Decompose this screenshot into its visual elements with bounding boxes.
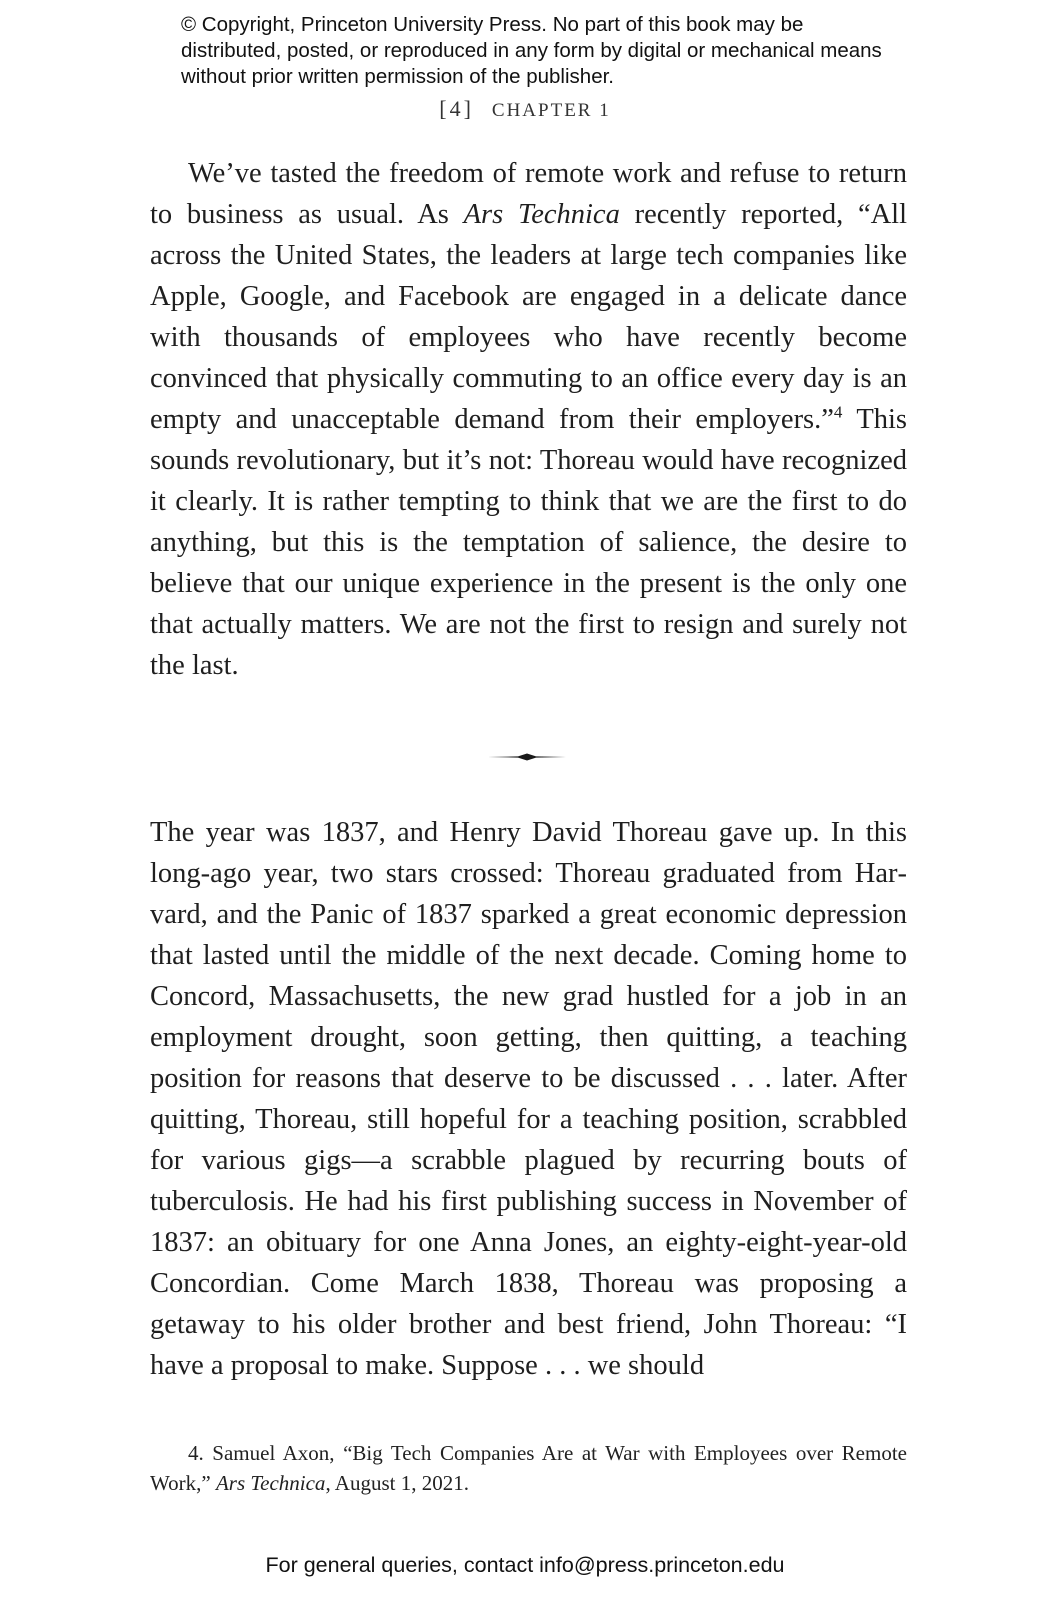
paragraph-1-segment-2: recently reported, “All across the United States, the leaders at large tech companies like Apple, Google, and Facebook are engaged in a delicate dance with thousands of employees who have recently become convinced that physically commuting to an office every day is an empty and unacceptable demand from their employers.” bbox=[150, 199, 908, 435]
paragraph-1-text bbox=[150, 153, 907, 686]
footnote-segment-2: , August 1, 2021. bbox=[325, 1471, 469, 1495]
paragraph-1-segment-3: This sounds revolutionary, but it’s not: Thoreau would have recognized it clearly. It is rather tempting to think that we are the first to do anything, but this is the temptation of salience, the desire to believe that our unique experience in the present is the only one that actually matters. We are not the first to resign and surely not the last. bbox=[150, 404, 907, 681]
page-number: [4] bbox=[439, 96, 474, 121]
body-paragraph-1 bbox=[150, 153, 907, 686]
footnote-segment-1: 4. Samuel Axon, “Big Tech Companies Are at War with Employees over Remote Work,” bbox=[150, 1441, 907, 1495]
running-head bbox=[0, 96, 1050, 122]
footer-contact: For general queries, contact info@press.princeton.edu bbox=[265, 1553, 785, 1577]
body-paragraph-2 bbox=[150, 812, 907, 1386]
paragraph-1-segment-1: We’ve tasted the freedom of remote work and refuse to return to business as usual. As bbox=[150, 158, 907, 230]
paragraph-2-text: The year was 1837, and Henry David Thoreau gave up. In this long-ago year, two stars crossed: Thoreau graduated from Harvard, and the Panic of 1837 sparked a great economic depression that lasted until the middle of the next decade. Coming home to Concord, Massachusetts, the new grad hustled for a job in an employment drought, soon getting, then quitting, a teaching position for reasons that deserve to be discussed . . . later. After quitting, Thoreau, still hopeful for a teaching position, scrabbled for various gigs—a scrabble plagued by recurring bouts of tuberculosis. He had his first publishing success in November of 1837: an obituary for one Anna Jones, an eighty-eight-year-old Concordian. Come March 1838, Thoreau was proposing a getaway to his older brother and best friend, John Thoreau: “I have a proposal to make. Suppose . . . we should bbox=[150, 817, 907, 1381]
footnote-publication-italic: Ars Technica bbox=[215, 1471, 326, 1495]
copyright-notice: © Copyright, Princeton University Press. No part of this book may be distributed, posted, or reproduced in any form by digital or mechanical means without prior written permission of the publisher. bbox=[181, 13, 882, 88]
chapter-label: CHAPTER 1 bbox=[491, 100, 611, 121]
publication-title-italic: Ars Technica bbox=[463, 199, 620, 230]
section-break-ornament bbox=[488, 751, 566, 763]
footnote-reference: 4 bbox=[833, 402, 843, 422]
footnote bbox=[150, 1438, 907, 1498]
